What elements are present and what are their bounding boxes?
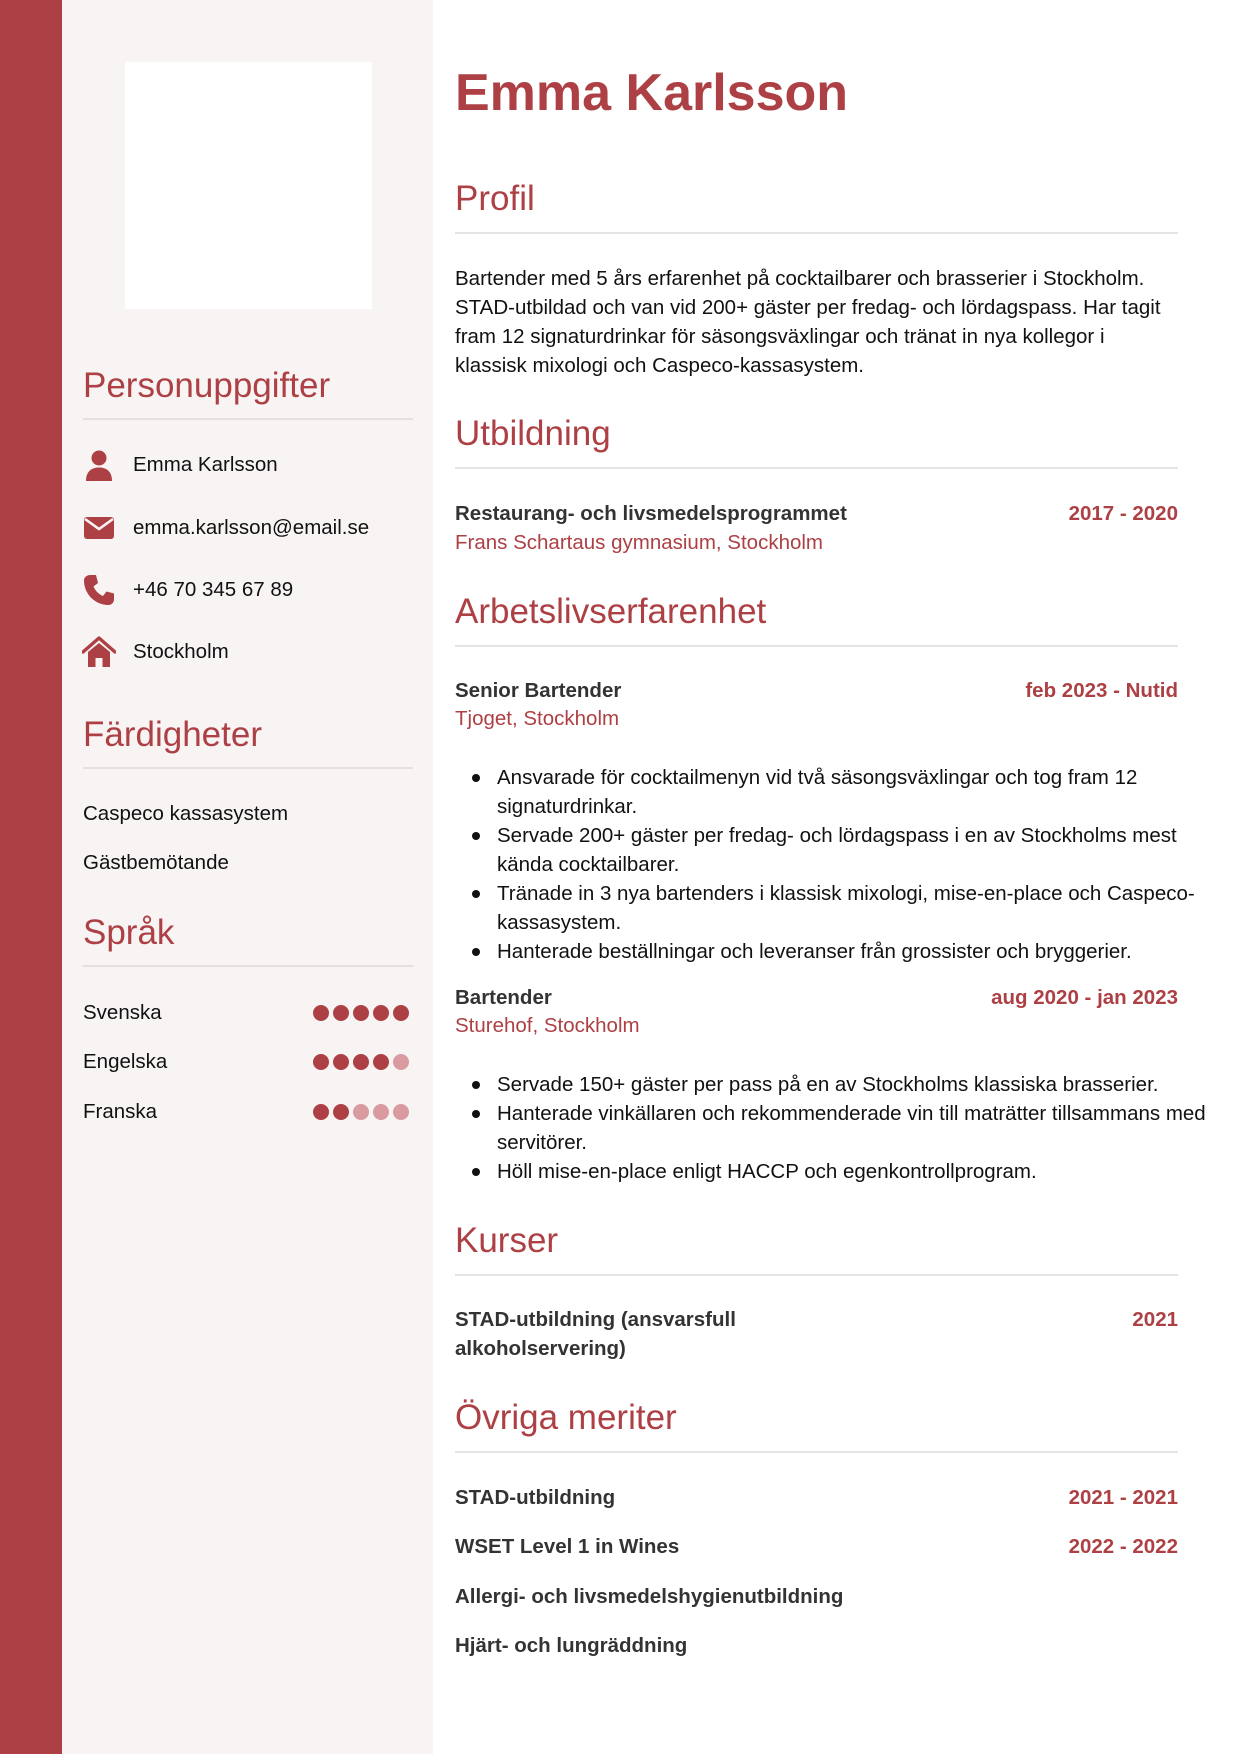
profile-heading: Profil xyxy=(455,179,535,218)
merit-title: Hjärt- och lungräddning xyxy=(455,1634,688,1657)
job-duty: Hanterade beställningar och leveranser från grossister och bryggerier. xyxy=(497,937,1220,966)
personal-info-heading: Personuppgifter xyxy=(83,366,331,405)
courses-divider xyxy=(455,1274,1178,1276)
job-duty: Ansvarade för cocktailmenyn vid två säsongsväxlingar och tog fram 12 signaturdrinkar. xyxy=(497,763,1220,821)
level-dot-filled xyxy=(313,1005,329,1021)
merit-date: 2022 - 2022 xyxy=(1068,1535,1178,1558)
language-name: Engelska xyxy=(83,1050,168,1073)
education-school: Frans Schartaus gymnasium, Stockholm xyxy=(455,531,823,554)
job-duties-list xyxy=(455,1070,1220,1186)
language-level-dots xyxy=(313,1104,409,1120)
job-date: feb 2023 - Nutid xyxy=(1025,679,1178,702)
job-employer: Tjoget, Stockholm xyxy=(455,707,620,730)
profile-divider xyxy=(455,232,1178,234)
contact-name: Emma Karlsson xyxy=(133,453,278,476)
language-name: Franska xyxy=(83,1100,158,1123)
course-title-line-1: STAD-utbildning (ansvarsfull xyxy=(455,1308,736,1331)
merit-title: STAD-utbildning xyxy=(455,1486,616,1509)
skill-item: Caspeco kassasystem xyxy=(83,802,289,825)
job-title: Senior Bartender xyxy=(455,679,622,702)
level-dot-filled xyxy=(353,1005,369,1021)
level-dot-filled xyxy=(393,1005,409,1021)
level-dot-filled xyxy=(373,1054,389,1070)
job-duty: Servade 150+ gäster per pass på en av Stockholms klassiska brasserier. xyxy=(497,1070,1220,1099)
education-divider xyxy=(455,467,1178,469)
language-level-dots xyxy=(313,1005,409,1021)
skill-item: Gästbemötande xyxy=(83,851,229,874)
merit-date: 2021 - 2021 xyxy=(1068,1486,1178,1509)
level-dot-filled xyxy=(353,1054,369,1070)
level-dot-empty xyxy=(353,1104,369,1120)
level-dot-empty xyxy=(373,1104,389,1120)
language-name: Svenska xyxy=(83,1001,162,1024)
level-dot-filled xyxy=(313,1054,329,1070)
phone-icon xyxy=(82,573,116,607)
job-duty: Hanterade vinkällaren och rekommenderade vin till maträtter tillsammans med servitörer. xyxy=(497,1099,1220,1157)
candidate-name: Emma Karlsson xyxy=(455,64,849,122)
level-dot-filled xyxy=(313,1104,329,1120)
contact-email[interactable]: emma.karlsson@email.se xyxy=(133,516,370,539)
merit-title: WSET Level 1 in Wines xyxy=(455,1535,680,1558)
profile-photo-placeholder xyxy=(125,62,372,309)
job-duties-list xyxy=(455,763,1220,966)
contact-city: Stockholm xyxy=(133,640,229,663)
job-duty: Servade 200+ gäster per fredag- och lördagspass i en av Stockholms mest kända cocktailbarer. xyxy=(497,821,1220,879)
job-title: Bartender xyxy=(455,986,552,1009)
envelope-icon xyxy=(82,511,116,545)
skills-heading: Färdigheter xyxy=(83,715,262,754)
level-dot-filled xyxy=(333,1005,349,1021)
course-title-line-2: alkoholservering) xyxy=(455,1337,626,1360)
merits-divider xyxy=(455,1451,1178,1453)
home-icon xyxy=(82,635,116,669)
job-duty: Höll mise-en-place enligt HACCP och egenkontrollprogram. xyxy=(497,1157,1220,1186)
experience-heading: Arbetslivserfarenhet xyxy=(455,592,767,631)
level-dot-empty xyxy=(393,1054,409,1070)
education-date: 2017 - 2020 xyxy=(1068,502,1178,525)
personal-info-divider xyxy=(83,418,413,420)
course-date: 2021 xyxy=(1132,1308,1178,1331)
job-employer: Sturehof, Stockholm xyxy=(455,1014,640,1037)
languages-divider xyxy=(83,965,413,967)
courses-heading: Kurser xyxy=(455,1221,559,1260)
accent-strip xyxy=(0,0,62,1754)
job-duty: Tränade in 3 nya bartenders i klassisk mixologi, mise-en-place och Caspeco-kassasystem. xyxy=(497,879,1220,937)
level-dot-filled xyxy=(373,1005,389,1021)
job-date: aug 2020 - jan 2023 xyxy=(991,986,1178,1009)
contact-phone[interactable]: +46 70 345 67 89 xyxy=(133,578,294,601)
merits-heading: Övriga meriter xyxy=(455,1398,677,1437)
languages-heading: Språk xyxy=(83,913,175,952)
merit-title: Allergi- och livsmedelshygienutbildning xyxy=(455,1585,844,1608)
language-level-dots xyxy=(313,1054,409,1070)
education-heading: Utbildning xyxy=(455,414,611,453)
skills-divider xyxy=(83,767,413,769)
experience-divider xyxy=(455,645,1178,647)
level-dot-filled xyxy=(333,1104,349,1120)
education-title: Restaurang- och livsmedelsprogrammet xyxy=(455,502,847,525)
level-dot-filled xyxy=(333,1054,349,1070)
level-dot-empty xyxy=(393,1104,409,1120)
person-icon xyxy=(82,448,116,482)
profile-summary: Bartender med 5 års erfarenhet på cocktailbarer och brasserier i Stockholm. STAD-utbildad och van vid 200+ gäster per fredag- och lördagspass. Har tagit fram 12 signaturdrinkar för säsongsväxlingar och tränat in nya kollegor i klassisk mixologi och Caspeco-kassasystem. xyxy=(455,267,1161,377)
